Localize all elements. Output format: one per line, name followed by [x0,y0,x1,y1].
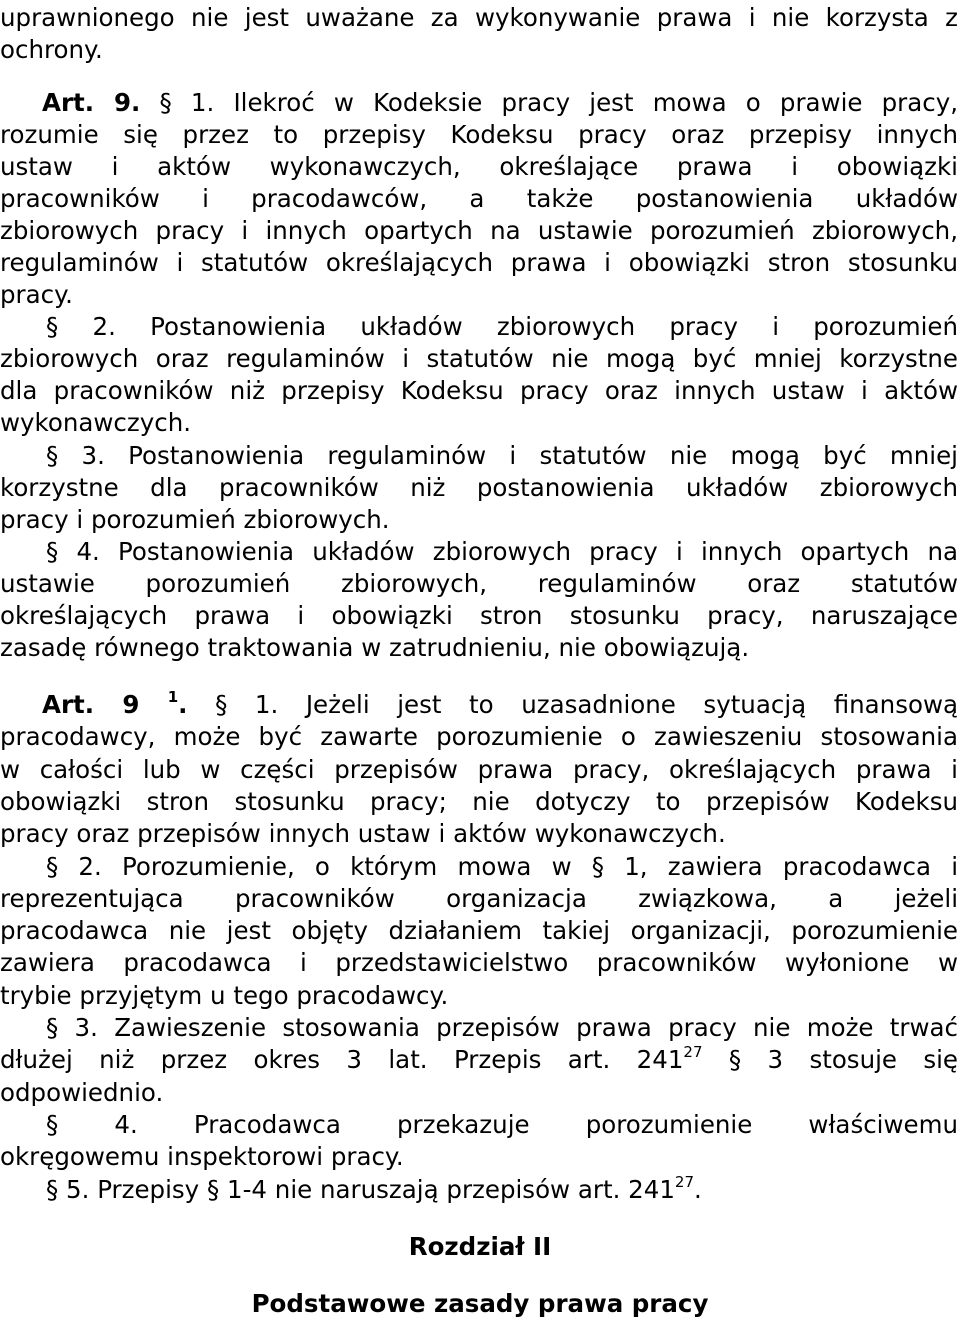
text-line: ochrony. [0,35,103,64]
chapter-number: Rozdział II [408,1232,552,1261]
text-line: reprezentująca pracowników organizacja związkowa, a jeżeli [0,884,958,913]
paragraph-line: § 3. Postanowienia regulaminów i statutów nie mogą być mniej [46,441,958,470]
text-line: ustawie porozumień zbiorowych, regulaminów oraz statutów [0,569,958,598]
text-line: trybie przyjętym u tego pracodawcy. [0,981,449,1010]
text-line: pracy oraz przepisów innych ustaw i aktów wykonawczych. [0,819,726,848]
text-line: zasadę równego traktowania w zatrudnieniu, nie obowiązują. [0,633,750,662]
paragraph-line: § 2. Postanowienia układów zbiorowych pracy i porozumień [46,312,958,341]
article-9-label: Art. 9. [42,88,141,117]
text-line-with-superscript: dłużej niż przez okres 3 lat. Przepis art. $241^{27}$ § 3 stosuje się [0,1042,958,1074]
text-line: pracodawcy, może być zawarte porozumienie o zawieszeniu stosowania [0,722,958,751]
text-line: dla pracowników niż przepisy Kodeksu pracy oraz innych ustaw i aktów [0,376,958,405]
article-9-heading-line [0,87,958,119]
text-line: pracodawca nie jest objęty działaniem takiej organizacji, porozumienie [0,916,958,945]
text-line: określających prawa i obowiązki stron stosunku pracy, naruszające [0,601,958,630]
text-line: wykonawczych. [0,408,192,437]
text-line: zbiorowych oraz regulaminów i statutów nie mogą być mniej korzystne [0,344,958,373]
article-9-1-heading-line [0,689,958,721]
paragraph-line: § 2. Porozumienie, o którym mowa w § 1, zawiera pracodawca i [46,852,958,881]
text-line: rozumie się przez to przepisy Kodeksu pracy oraz przepisy innych [0,120,958,149]
text-line: w całości lub w części przepisów prawa pracy, określających prawa i [0,755,958,784]
text-line: ustaw i aktów wykonawczych, określające prawa i obowiązki [0,152,958,181]
text-line: obowiązki stron stosunku pracy; nie dotyczy to przepisów Kodeksu [0,787,958,816]
text-line: zawiera pracodawca i przedstawicielstwo pracowników wyłonione w [0,948,958,977]
text-line: odpowiednio. [0,1078,164,1107]
paragraph-line: § 4. Postanowienia układów zbiorowych pracy i innych opartych na [46,537,958,566]
text-line: pracy i porozumień zbiorowych. [0,505,390,534]
text-line: korzystne dla pracowników niż postanowienia układów zbiorowych [0,473,958,502]
chapter-title: Podstawowe zasady prawa pracy [251,1289,709,1318]
text-line: okręgowemu inspektorowi pracy. [0,1142,404,1171]
text-line: pracy. [0,280,73,309]
paragraph-line: § 4. Pracodawca przekazuje porozumienie właściwemu [46,1110,958,1139]
paragraph-line: § 3. Zawieszenie stosowania przepisów prawa pracy nie może trwać [46,1013,958,1042]
text-line: zbiorowych pracy i innych opartych na ustawie porozumień zbiorowych, [0,216,958,245]
text-line: uprawnionego nie jest uważane za wykonywanie prawa i nie korzysta z [0,3,958,32]
paragraph-line-with-superscript: § 5. Przepisy § 1-4 nie naruszają przepisów art. $241^{27}$. [46,1172,702,1204]
article-9-1-text: § 1. Jeżeli jest to uzasadnione sytuacją finansową [215,690,959,719]
article-9-text: § 1. Ilekroć w Kodeksie pracy jest mowa o prawie pracy, [159,88,959,117]
article-9-1-label: Art. 9 $^1$. [42,687,188,719]
text-line: regulaminów i statutów określających prawa i obowiązki stron stosunku [0,248,958,277]
text-line: pracowników i pracodawców, a także postanowienia układów [0,184,958,213]
